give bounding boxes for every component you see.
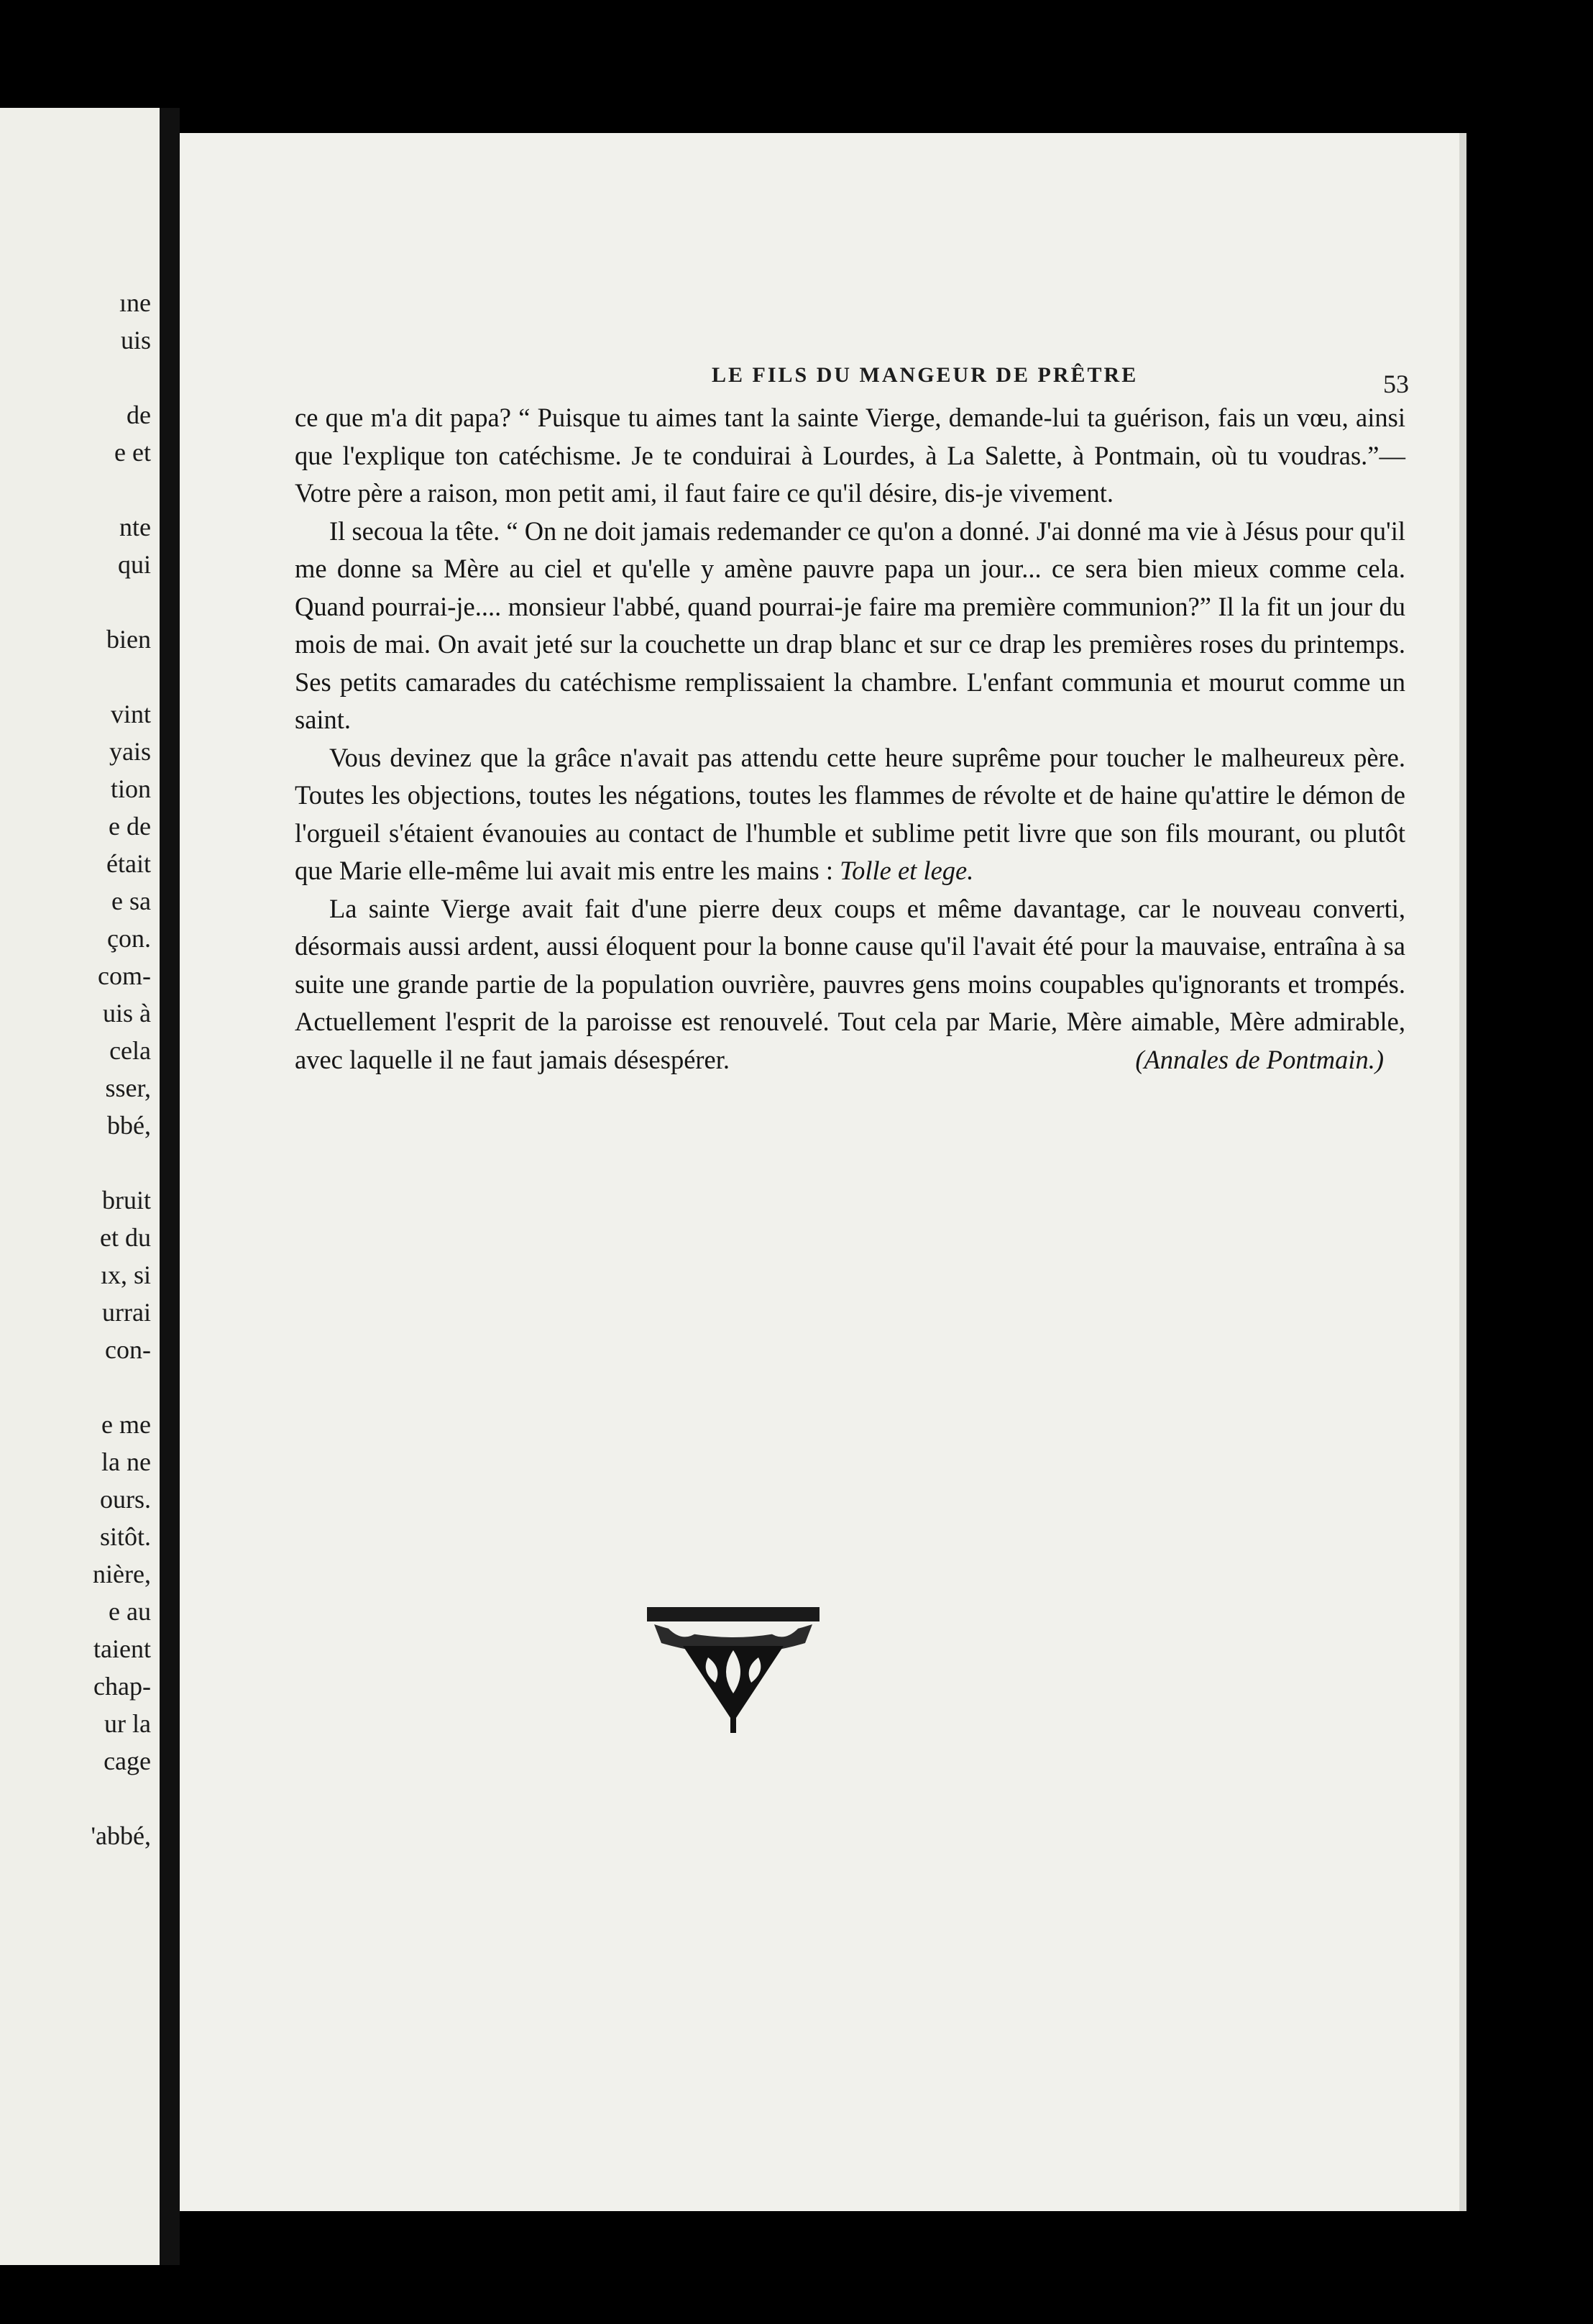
paragraph-3 — [295, 739, 1405, 890]
facing-page-line: bbé, — [107, 1111, 151, 1140]
facing-page-line: çon. — [107, 924, 151, 953]
paragraph-4: La sainte Vierge avait fait d'une pierre deux coups et même davantage, car le nouveau converti, désormais aussi ardent, aussi éloquent pour la bonne cause qu'il l'avait été pour la mauvaise, entraîna à sa suite une grande partie de la population ouvrière, pauvres gens moins coupables qu'ignorants et trompés. Actuellement l'esprit de la paroisse est renouvelé. Tout cela par Marie, Mère aimable, Mère admirable, avec laquelle il ne faut jamais désespérer. — [295, 893, 1405, 1074]
book-gutter — [160, 108, 180, 2265]
facing-page-line: urrai — [102, 1298, 151, 1327]
facing-page-line: sitôt. — [99, 1522, 151, 1551]
page-number: 53 — [1383, 370, 1409, 398]
ornament-icon — [640, 1600, 827, 1737]
facing-page-line: la ne — [101, 1447, 151, 1476]
facing-page-line: était — [106, 849, 151, 878]
latin-quote: Tolle et lege. — [840, 856, 974, 885]
facing-page-line: vint — [110, 700, 151, 728]
facing-page-line: bruit — [102, 1186, 151, 1214]
facing-page-line: de — [127, 401, 151, 429]
facing-page-line: com- — [98, 961, 151, 990]
facing-page-line: e au — [109, 1597, 151, 1626]
facing-page-fragment — [0, 108, 160, 2265]
facing-page-line: taient — [93, 1634, 151, 1663]
facing-page-line: chap- — [93, 1672, 151, 1701]
facing-page-line: sser, — [105, 1074, 151, 1102]
facing-page-line: e sa — [111, 887, 151, 915]
running-title: LE FILS DU MANGEUR DE PRÊTRE — [712, 363, 1139, 387]
facing-page-line: e de — [109, 812, 151, 841]
facing-page-line: ıne — [119, 288, 151, 317]
facing-page-line: 'abbé, — [91, 1821, 151, 1850]
paragraph-1: ce que m'a dit papa? “ Puisque tu aimes tant la sainte Vierge, demande-lui ta guérison, fais un vœu, ainsi que l'explique ton catéchisme. Je te conduirai à Lourdes, à La Salette, à Pontmain, où tu voudras.”— Votre père a raison, mon petit ami, il faut faire ce qu'il désire, dis-je vivement. — [295, 403, 1405, 508]
page-edge — [1459, 133, 1466, 2211]
facing-page-line: bien — [106, 625, 151, 654]
paragraph-3-text: Vous devinez que la grâce n'avait pas attendu cette heure suprême pour toucher le malheureux père. Toutes les objections, toutes les négations, toutes les flammes de révolte et de haine qu'attire le démon de l'orgueil s'étaient évanouies au contact de l'humble et sublime petit livre que son fils mourant, ou plutôt que Marie elle-même lui avait mis entre les mains : — [295, 742, 1405, 885]
facing-page-line: qui — [117, 550, 151, 579]
facing-page-line: e et — [114, 438, 151, 467]
facing-page-line: tion — [110, 774, 151, 803]
facing-page-line: nte — [119, 513, 151, 541]
facing-page-line: cage — [104, 1747, 151, 1775]
facing-page-line: yais — [109, 737, 151, 766]
facing-page-line: ur la — [104, 1709, 151, 1738]
facing-page-line: et du — [100, 1223, 151, 1252]
facing-page-line: con- — [105, 1335, 151, 1364]
facing-page-line: uis à — [103, 999, 151, 1028]
source-citation: (Annales de Pontmain.) — [1135, 1045, 1384, 1074]
facing-page-line: nière, — [93, 1560, 151, 1588]
body-text — [295, 399, 1405, 1079]
facing-page-line: cela — [109, 1036, 151, 1065]
facing-page-line: ours. — [100, 1485, 151, 1514]
facing-page-line: uis — [120, 326, 151, 354]
facing-page-line: e me — [101, 1410, 151, 1439]
facing-page-line: ıx, si — [100, 1261, 151, 1289]
paragraph-2: Il secoua la tête. “ On ne doit jamais redemander ce qu'on a donné. J'ai donné ma vie à Jésus pour qu'il me donne sa Mère au ciel et qu'elle y amène pauvre papa un jour... ce sera bien mieux comme cela. Quand pourrai-je.... monsieur l'abbé, quand pourrai-je faire ma première communion?” Il la fit un jour du mois de mai. On avait jeté sur la couchette un drap blanc et sur ce drap les premières roses du printemps. Ses petits camarades du catéchisme remplissaient la chambre. L'enfant communia et mourut comme un saint. — [295, 516, 1405, 734]
page — [180, 133, 1466, 2211]
